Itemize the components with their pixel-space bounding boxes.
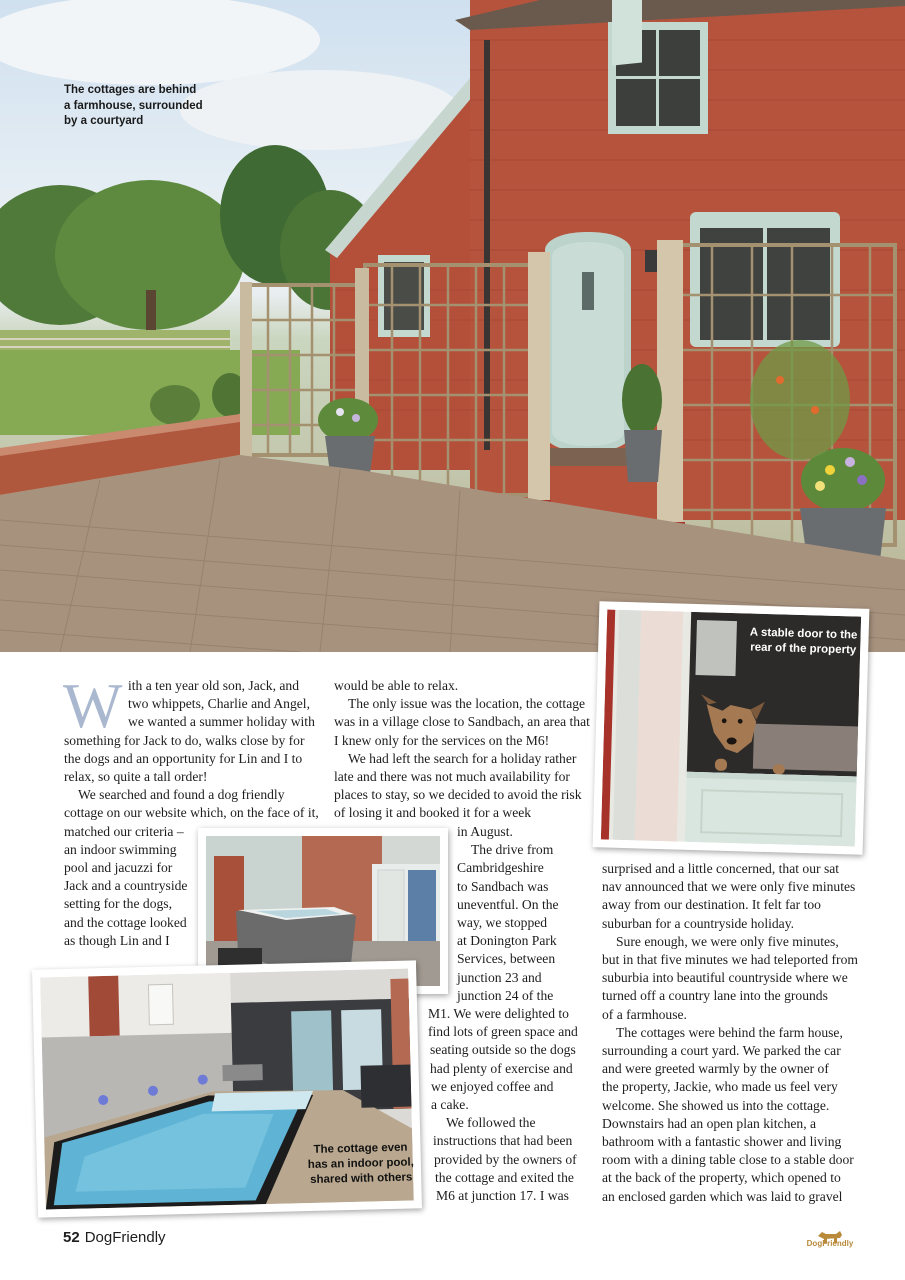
article-line: at Donington Park bbox=[457, 933, 557, 949]
page-number: 52 bbox=[63, 1229, 80, 1246]
caption-line: The cottage even bbox=[313, 1141, 408, 1156]
article-line: We searched and found a dog friendly bbox=[78, 787, 285, 803]
publication-logo: DogFriendly bbox=[806, 1239, 854, 1248]
article-line: uneventful. On the bbox=[457, 896, 559, 912]
article-line: the dogs and an opportunity for Lin and I to bbox=[64, 750, 303, 766]
article-line: The only issue was the location, the cottage bbox=[348, 696, 586, 712]
article-column-2-top bbox=[334, 677, 590, 823]
article-line: surrounding a court yard. We parked the car bbox=[602, 1043, 841, 1059]
article-line: cottage on our website which, on the face of it, bbox=[64, 805, 319, 821]
article-line: instructions that had been bbox=[433, 1133, 573, 1149]
article-line: away from our destination. It felt far too bbox=[602, 897, 821, 913]
article-line: suburban for a countryside holiday. bbox=[602, 915, 795, 931]
article-line: Services, between bbox=[457, 951, 556, 967]
hero-caption bbox=[64, 83, 214, 130]
article-line: M1. We were delighted to bbox=[428, 1006, 569, 1021]
article-line: and the cottage looked bbox=[64, 914, 187, 930]
article-line: We had left the search for a holiday rather bbox=[348, 750, 577, 766]
hero-caption-line: by a courtyard bbox=[64, 115, 144, 127]
article-line: setting for the dogs, bbox=[64, 896, 172, 912]
article-column-2-bottom bbox=[428, 1005, 578, 1205]
article-line: places to stay, so we decided to avoid the risk bbox=[334, 787, 582, 803]
article-line: The drive from bbox=[471, 842, 554, 858]
article-line: we wanted a summer holiday with bbox=[128, 714, 315, 730]
article-line: ith a ten year old son, Jack, and bbox=[128, 678, 300, 693]
article-line: Jack and a countryside bbox=[64, 878, 188, 894]
article-line: M6 at junction 17. I was bbox=[436, 1188, 569, 1204]
article-line: welcome. She showed us into the cottage. bbox=[602, 1097, 830, 1113]
article-line: of losing it and booked it for a week bbox=[334, 805, 532, 821]
article-line: had plenty of exercise and bbox=[430, 1060, 573, 1076]
article-line: at the back of the property, which opened to bbox=[602, 1170, 841, 1186]
caption-line: A stable door to the bbox=[749, 626, 858, 642]
article-line: matched our criteria – bbox=[64, 823, 184, 839]
hero-caption-line: The cottages are behind bbox=[64, 84, 197, 96]
article-line: would be able to relax. bbox=[334, 678, 459, 693]
article-line: as though Lin and I bbox=[64, 932, 170, 948]
article-line: but in that five minutes we had teleported from bbox=[602, 952, 858, 968]
article-column-2-middle bbox=[457, 823, 559, 1005]
article-line: room with a dining table close to a stable door bbox=[602, 1152, 854, 1168]
article-line: a cake. bbox=[431, 1097, 469, 1113]
stable-door-photo bbox=[593, 601, 870, 854]
indoor-pool-photo bbox=[32, 960, 422, 1217]
article-line: the property, Jackie, who made us feel very bbox=[602, 1079, 838, 1095]
article-line: relax, so quite a tall order! bbox=[64, 769, 208, 785]
page-folio bbox=[63, 1229, 166, 1246]
article-line: seating outside so the dogs bbox=[430, 1042, 576, 1058]
article-line: suburbia into beautiful countryside where we bbox=[602, 970, 848, 986]
caption-line: rear of the property bbox=[750, 641, 857, 657]
article-line: Downstairs had an open plan kitchen, a bbox=[602, 1115, 817, 1131]
article-line: provided by the owners of bbox=[434, 1151, 577, 1167]
article-line: something for Jack to do, walks close by for bbox=[64, 732, 305, 748]
article-line: late and there was not much availability for bbox=[334, 769, 570, 785]
article-line: nav announced that we were only five minutes bbox=[602, 879, 856, 895]
indoor-pool-caption bbox=[298, 1140, 423, 1188]
article-line: Cambridgeshire bbox=[457, 860, 544, 876]
article-line: pool and jacuzzi for bbox=[64, 860, 173, 876]
stable-door-caption bbox=[744, 625, 863, 658]
publication-name: DogFriendly bbox=[84, 1229, 166, 1246]
caption-line: has an indoor pool, bbox=[307, 1156, 415, 1172]
article-line: We followed the bbox=[446, 1115, 536, 1131]
article-line: junction 23 and bbox=[457, 969, 542, 985]
article-line: junction 24 of the bbox=[457, 987, 554, 1003]
article-line: Sure enough, we were only five minutes, bbox=[616, 933, 839, 949]
article-line: way, we stopped bbox=[457, 915, 548, 931]
article-line: the cottage and exited the bbox=[435, 1169, 574, 1185]
article-line: turned off a country lane into the grounds bbox=[602, 988, 828, 1004]
article-line: and were greeted warmly by the owner of bbox=[602, 1061, 829, 1077]
article-line: we enjoyed coffee and bbox=[431, 1078, 554, 1094]
article-line: an indoor swimming bbox=[64, 841, 177, 857]
article-line: of a farmhouse. bbox=[602, 1006, 687, 1022]
hero-caption-line: a farmhouse, surrounded bbox=[64, 99, 203, 112]
article-line: The cottages were behind the farm house, bbox=[616, 1024, 843, 1040]
article-column-3 bbox=[602, 860, 858, 1206]
article-line: bathroom with a fantastic shower and living bbox=[602, 1134, 842, 1150]
article-line: to Sandbach was bbox=[457, 878, 549, 894]
article-line: two whippets, Charlie and Angel, bbox=[128, 696, 310, 712]
article-line: was in a village close to Sandbach, an area that bbox=[334, 714, 590, 730]
article-line: in August. bbox=[457, 824, 513, 839]
article-line: find lots of green space and bbox=[428, 1024, 578, 1040]
drop-cap: W bbox=[63, 671, 123, 741]
article-line: I knew only for the services on the M6! bbox=[334, 732, 550, 748]
caption-line: shared with others bbox=[309, 1171, 413, 1186]
article-line: an enclosed garden which was laid to gravel bbox=[602, 1188, 843, 1204]
article-line: surprised and a little concerned, that our sat bbox=[602, 861, 840, 876]
